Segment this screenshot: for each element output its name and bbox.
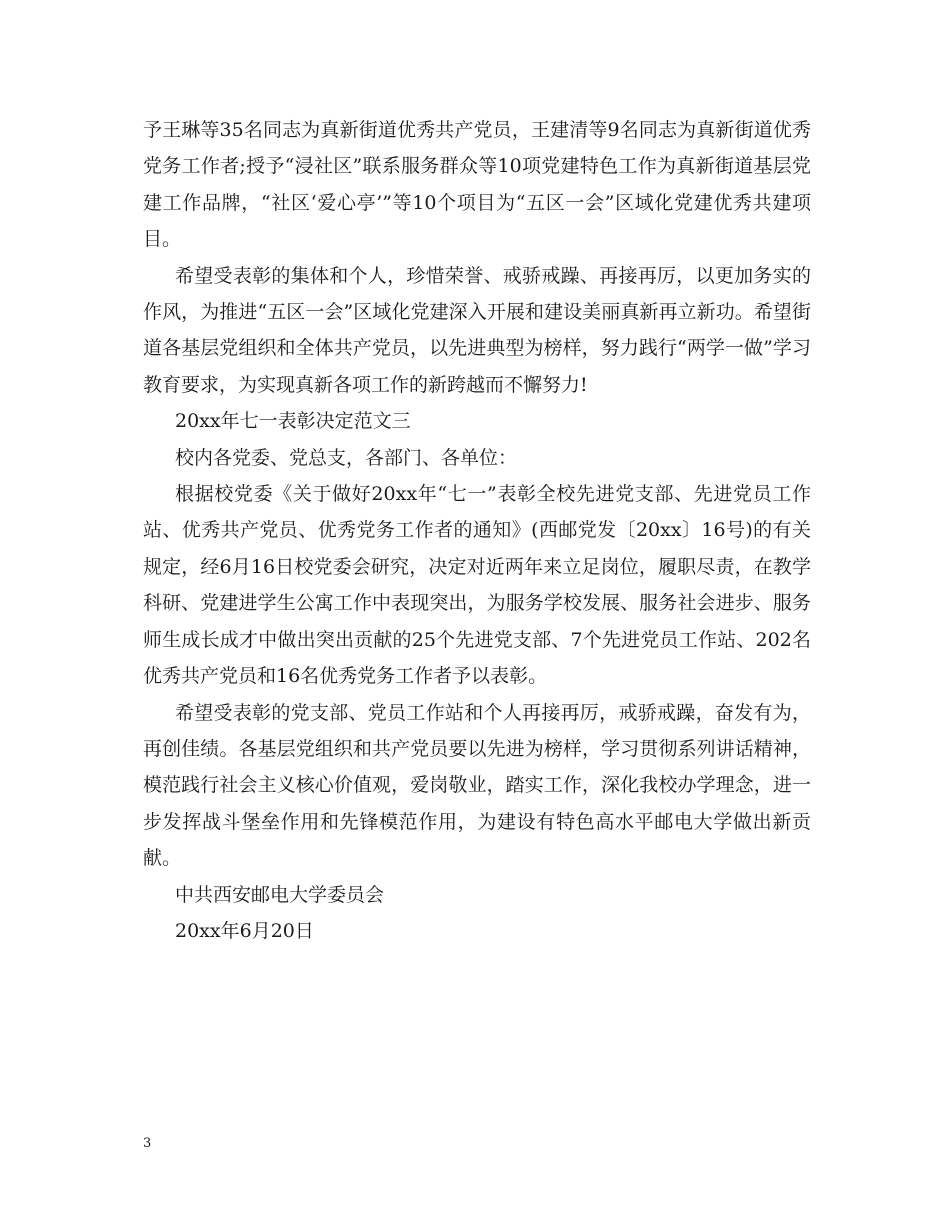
signature-organization: 中共西安邮电大学委员会: [175, 883, 385, 906]
section-title: 20xx年七一表彰决定范文三: [175, 410, 411, 433]
paragraph-hopes-university: 希望受表彰的党支部、党员工作站和个人再接再厉，戒骄戒躁，奋发有为，再创佳绩。各基层党组织和共产党员要以先进为榜样，学习贯彻系列讲话精神，模范践行社会主义核心价值观，爱岗敬业，踏实工作，深化我校办学理念，进一步发挥战斗堡垒作用和先锋模范作用，为建设有特色高水平邮电大学做出新贡献。: [143, 701, 811, 870]
document-body: [143, 112, 811, 949]
signature-date: 20xx年6月20日: [175, 919, 314, 942]
paragraph-decision: 根据校党委《关于做好20xx年“七一”表彰全校先进党支部、先进党员工作站、优秀共产党员、优秀党务工作者的通知》(西邮党发〔20xx〕16号)的有关规定，经6月16日校党委会研究，决定对近两年来立足岗位，履职尽责，在教学科研、党建进学生公寓工作中表现突出，为服务学校发展、服务社会进步、服务师生成长成才中做出突出贡献的25个先进党支部、7个先进党员工作站、202名优秀共产党员和16名优秀党务工作者予以表彰。: [143, 483, 811, 688]
paragraph-hopes-street: 希望受表彰的集体和个人，珍惜荣誉、戒骄戒躁、再接再厉，以更加务实的作风，为推进“五区一会”区域化党建深入开展和建设美丽真新再立新功。希望街道各基层党组织和全体共产党员，以先进典型为榜样，努力践行“两学一做”学习教育要求，为实现真新各项工作的新跨越而不懈努力!: [143, 264, 811, 396]
paragraph-awards-list: 予王琳等35名同志为真新街道优秀共产党员，王建清等9名同志为真新街道优秀党务工作者;授予“浸社区”联系服务群众等10项党建特色工作为真新街道基层党建工作品牌，“社区‘爱心亭’”等10个项目为“五区一会”区域化党建优秀共建项目。: [143, 119, 811, 251]
salutation: 校内各党委、党总支，各部门、各单位：: [175, 446, 518, 469]
page-number: 3: [143, 1136, 152, 1151]
